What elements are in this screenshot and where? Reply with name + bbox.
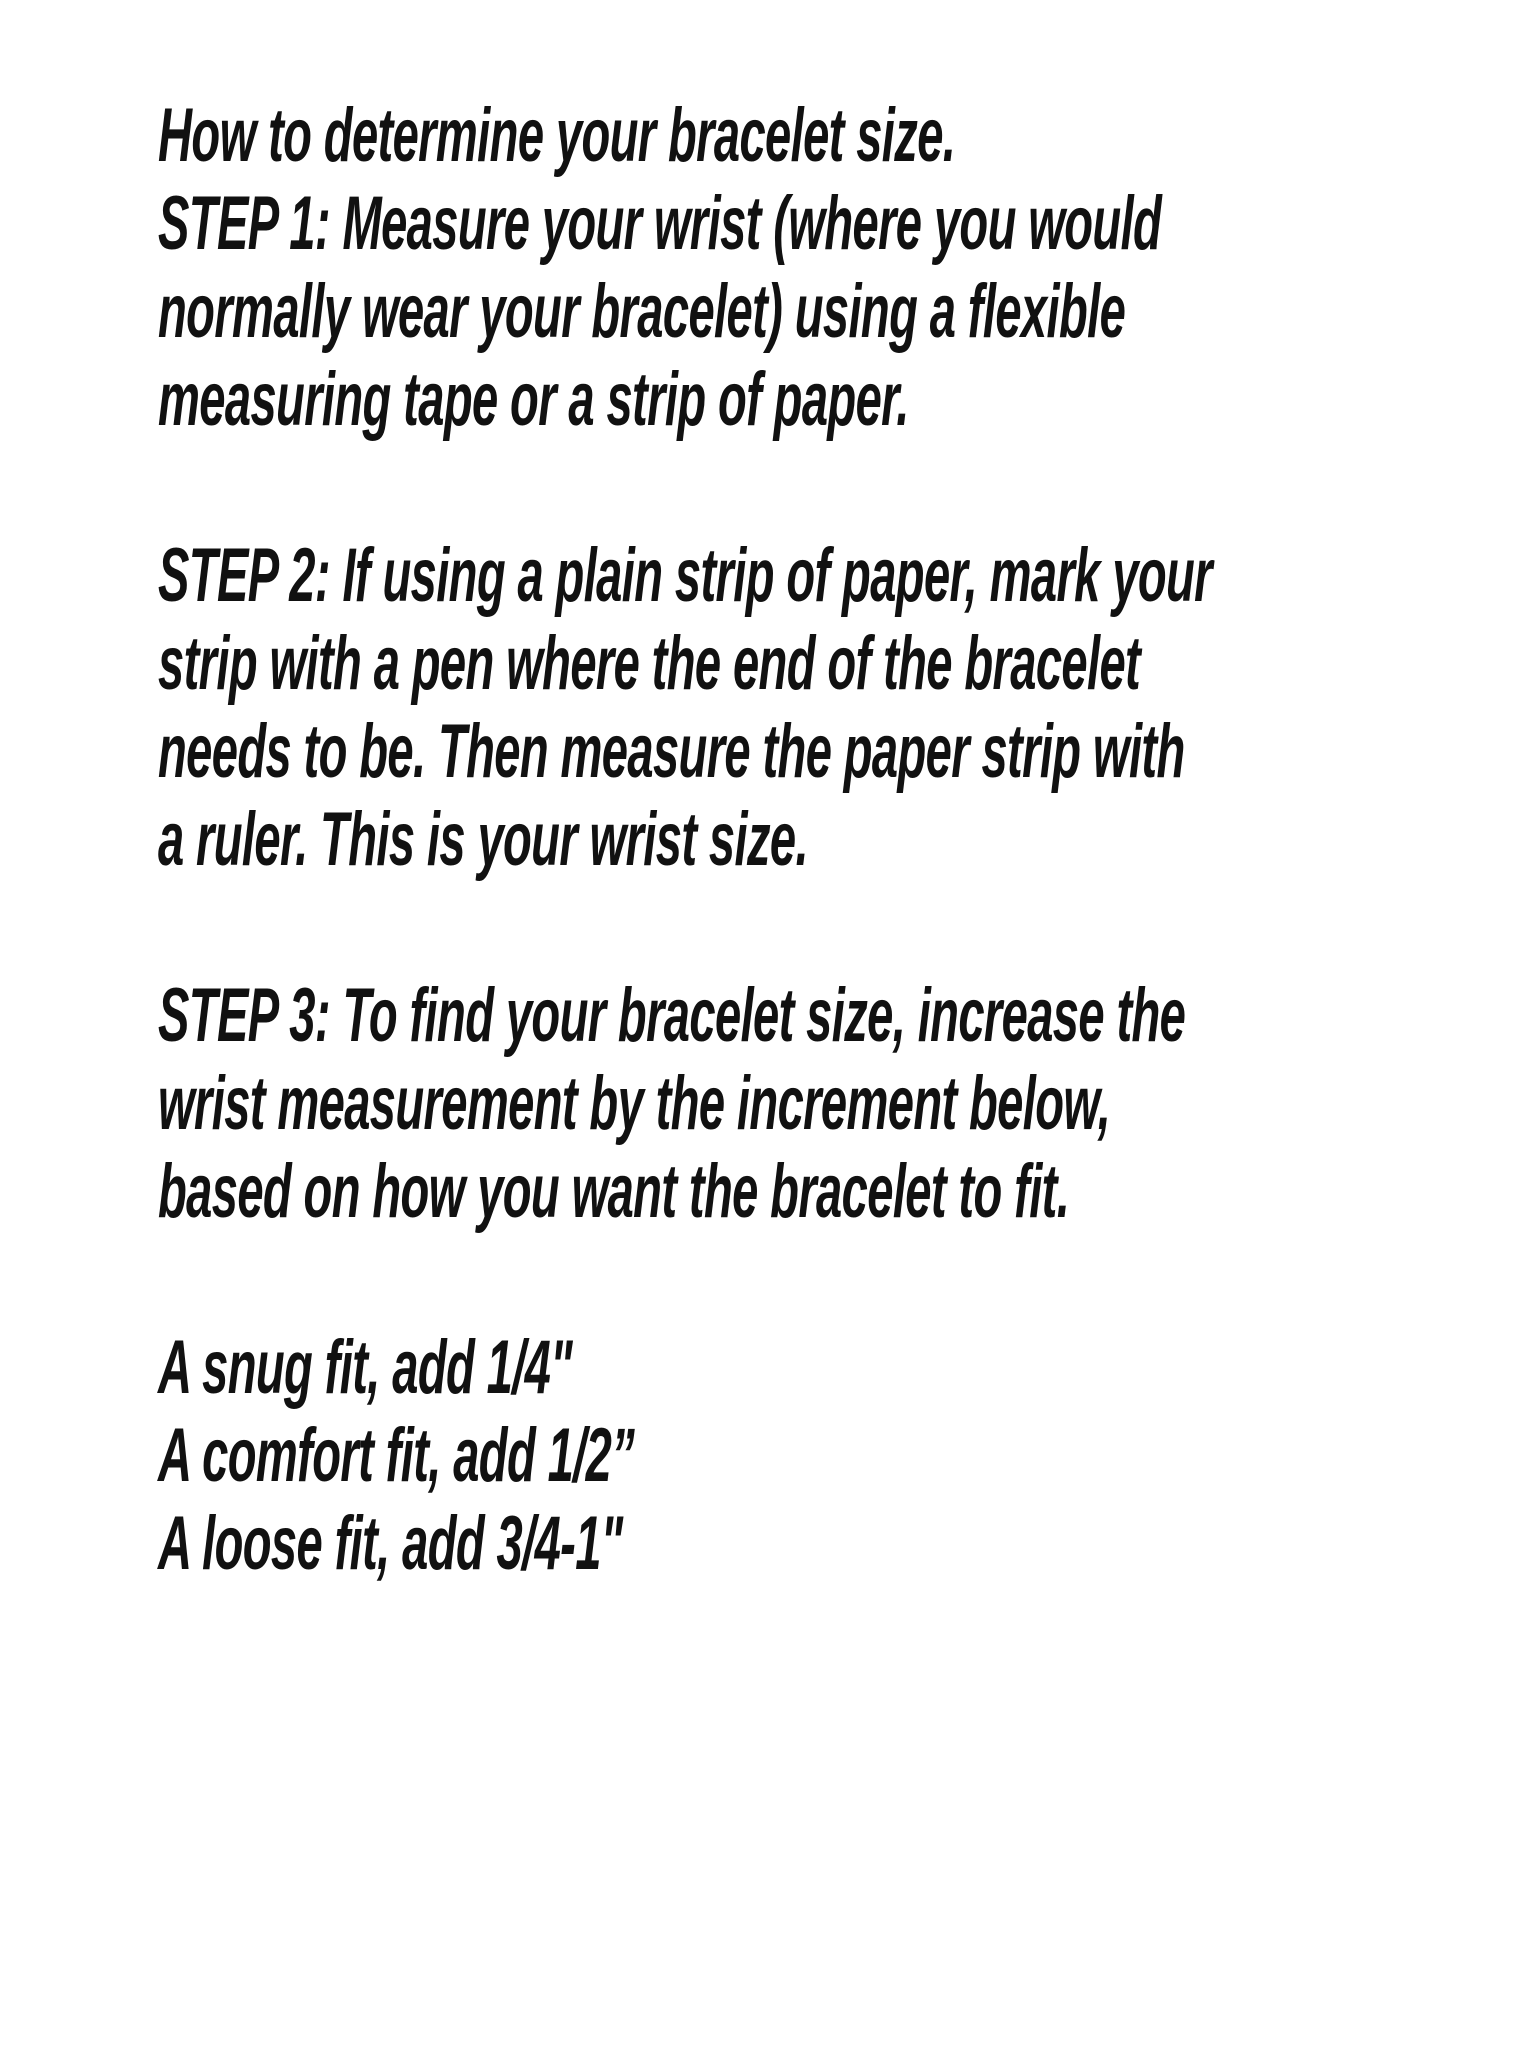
loose-fit: A loose fit, add 3/4-1" xyxy=(158,1501,623,1586)
bracelet-size-guide xyxy=(158,92,1498,1588)
step-2-line-2: strip with a pen where the end of the bracelet xyxy=(158,621,1141,706)
comfort-fit: A comfort fit, add 1/2” xyxy=(158,1413,635,1498)
step-3-line-1: STEP 3: To find your bracelet size, increase the xyxy=(158,973,1186,1058)
step-3 xyxy=(158,972,1498,1236)
step-2 xyxy=(158,532,1498,884)
step-3-line-3: based on how you want the bracelet to fit. xyxy=(158,1149,1070,1234)
step-2-line-4: a ruler. This is your wrist size. xyxy=(158,797,808,882)
paragraph-gap xyxy=(158,1236,1498,1324)
snug-fit: A snug fit, add 1/4" xyxy=(158,1325,572,1410)
step-1-line-2: normally wear your bracelet) using a flexible xyxy=(158,269,1126,354)
step-1-line-1: STEP 1: Measure your wrist (where you would xyxy=(158,181,1162,266)
guide-title: How to determine your bracelet size. xyxy=(158,93,956,178)
paragraph-gap xyxy=(158,884,1498,972)
step-3-line-2: wrist measurement by the increment below, xyxy=(158,1061,1111,1146)
intro-and-step-1 xyxy=(158,92,1498,444)
paragraph-gap xyxy=(158,444,1498,532)
step-2-line-1: STEP 2: If using a plain strip of paper, mark your xyxy=(158,533,1212,618)
step-2-line-3: needs to be. Then measure the paper strip with xyxy=(158,709,1185,794)
fit-options xyxy=(158,1324,1498,1588)
step-1-line-3: measuring tape or a strip of paper. xyxy=(158,357,909,442)
